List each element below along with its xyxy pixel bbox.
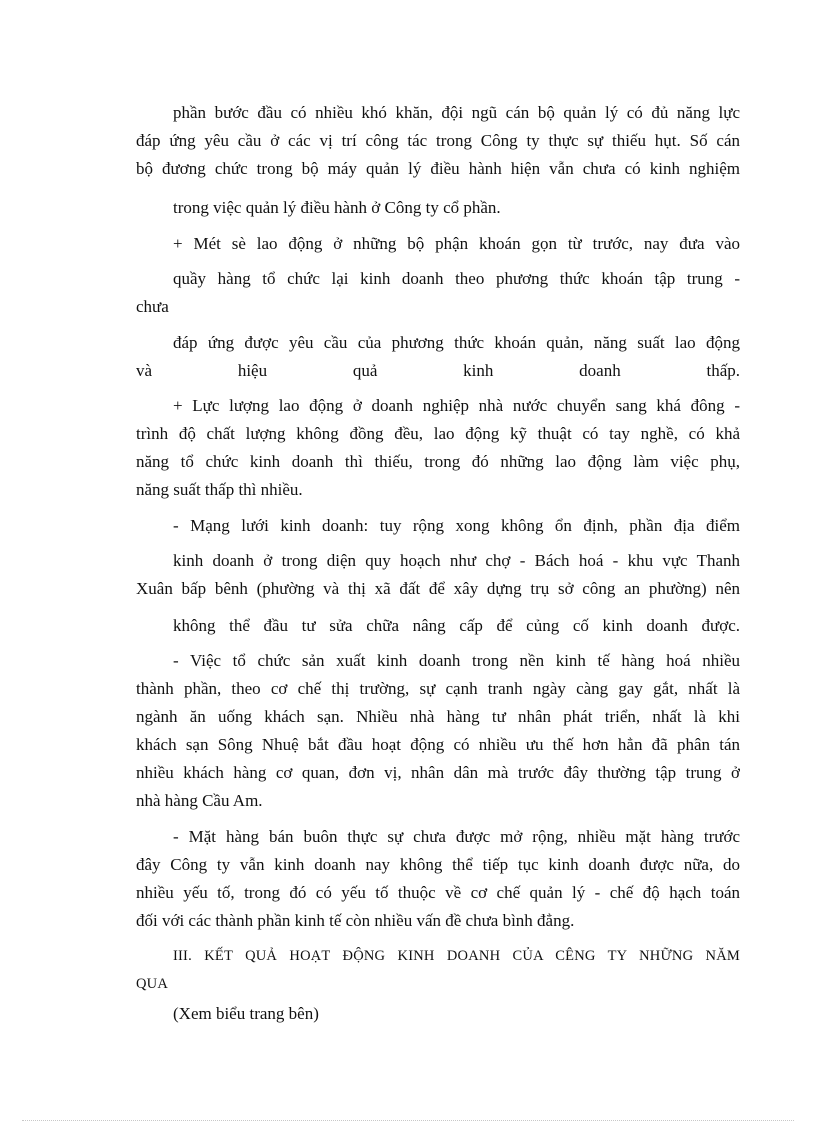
text-line: - Mạng lưới kinh doanh: tuy rộng xong không ổn định, phần địa điểm	[173, 516, 740, 535]
text-line: Xuân bấp bênh (phường và thị xã đất để xây dựng trụ sở công an phường) nên	[136, 579, 740, 598]
text-line: - Mặt hàng bán buôn thực sự chưa được mở rộng, nhiều mặt hàng trước	[173, 827, 740, 846]
text-line: trong việc quản lý điều hành ở Công ty cổ phần.	[173, 198, 501, 217]
text-line: đáp ứng được yêu cầu của phương thức khoán quản, năng suất lao động	[173, 333, 740, 352]
text-line: đáp ứng yêu cầu ở các vị trí công tác trong Công ty thực sự thiếu hụt. Số cán	[136, 131, 740, 150]
section-heading-cont: QUA	[136, 976, 169, 992]
text-line: đối với các thành phần kinh tế còn nhiều vấn đề chưa bình đẳng.	[136, 911, 575, 930]
section-heading: III. KẾT QUẢ HOẠT ĐỘNG KINH DOANH CỦA CÊNG TY NHỮNG NĂM	[173, 948, 740, 964]
text-line: nhiều khách hàng cơ quan, đơn vị, nhân dân mà trước đây thường tập trung ở	[136, 763, 740, 782]
text-line: ngành ăn uống khách sạn. Nhiều nhà hàng tư nhân phát triển, nhất là khi	[136, 707, 740, 726]
text-line: + Mét sè lao động ở những bộ phận khoán gọn từ trước, nay đưa vào	[173, 234, 740, 253]
text-line: phần bước đầu có nhiều khó khăn, đội ngũ cán bộ quản lý có đủ năng lực	[173, 103, 740, 122]
text-line: quầy hàng tổ chức lại kinh doanh theo phương thức khoán tập trung -	[173, 269, 740, 288]
text-line: nhà hàng Cầu Am.	[136, 791, 263, 810]
text-line: năng suất thấp thì nhiều.	[136, 480, 303, 499]
page-bottom-divider	[22, 1120, 794, 1121]
text-line: thành phần, theo cơ chế thị trường, sự cạnh tranh ngày càng gay gắt, nhất là	[136, 679, 740, 698]
text-line: và hiệu quả kinh doanh thấp.	[136, 361, 740, 380]
text-line: kinh doanh ở trong diện quy hoạch như chợ - Bách hoá - khu vực Thanh	[173, 551, 740, 570]
text-line: năng tổ chức kinh doanh thì thiếu, trong đó những lao động làm việc phụ,	[136, 452, 740, 471]
text-line: + Lực lượng lao động ở doanh nghiệp nhà nước chuyển sang khá đông -	[173, 396, 740, 415]
text-line: nhiều yếu tố, trong đó có yếu tố thuộc về cơ chế quản lý - chế độ hạch toán	[136, 883, 740, 902]
text-line: đây Công ty vẫn kinh doanh nay không thể tiếp tục kinh doanh được nữa, do	[136, 855, 740, 874]
text-line: - Việc tổ chức sản xuất kinh doanh trong nền kinh tế hàng hoá nhiều	[173, 651, 740, 670]
text-line: không thể đầu tư sửa chữa nâng cấp để củng cố kinh doanh được.	[173, 616, 740, 635]
text-line: khách sạn Sông Nhuệ bắt đầu hoạt động có nhiều ưu thế hơn hẳn đã phân tán	[136, 735, 740, 754]
text-line: (Xem biểu trang bên)	[173, 1004, 319, 1023]
text-line: chưa	[136, 297, 169, 316]
text-line: bộ đương chức trong bộ máy quản lý điều hành hiện vẫn chưa có kinh nghiệm	[136, 159, 740, 178]
text-line: trình độ chất lượng không đồng đều, lao động kỹ thuật có tay nghề, có khả	[136, 424, 740, 443]
